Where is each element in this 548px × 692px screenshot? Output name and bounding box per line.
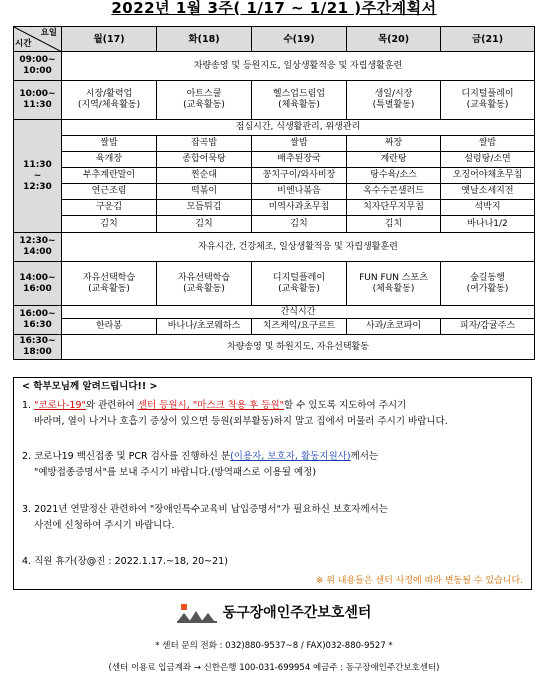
center-name-text: 동구장애인주간보호센터: [222, 605, 372, 621]
menu-item: 쌀밥: [62, 136, 157, 152]
menu-item: 짜장: [347, 136, 441, 152]
center-name: [0, 602, 548, 624]
snack-row: [14, 319, 535, 335]
menu-item: 설렁탕/소면: [441, 152, 535, 168]
snack-header-row: [14, 306, 535, 319]
notice-heading: < 학부모님께 알려드립니다!! >: [22, 381, 158, 392]
menu-item: 치자단무지무침: [347, 200, 441, 216]
notice-text: 께서는: [350, 451, 379, 462]
menu-item: 종합어묵탕: [157, 152, 252, 168]
menu-item: 꽁치구이/와사비장: [252, 168, 347, 184]
notice-item-4: 4. 직원 휴가(장@진 : 2022.1.17.~18, 20~21): [22, 556, 228, 567]
menu-item: 쌀밥: [441, 136, 535, 152]
notice-item-3-line2: 사전에 신청하여 주시기 바랍니다.: [34, 520, 175, 531]
corner-day-label: 요일: [40, 28, 57, 38]
notice-text: 2. 코로나19 백신접종 및 PCR 검사를 진행하신 분: [22, 451, 231, 462]
notice-highlight: 센터 등원시, "마스크 착용 후 등원": [137, 400, 284, 411]
menu-item: 바나나1/2: [441, 216, 535, 233]
notice-highlight: (이용자, 보호자, 활동지원사): [230, 451, 351, 462]
day-header: 화(18): [157, 27, 252, 52]
snack-item: 한라봉: [62, 319, 157, 335]
activity-cell: 차량송영 및 하원지도, 자유선택활동: [62, 335, 535, 360]
menu-item: 떡볶이: [157, 184, 252, 200]
menu-item: 옛날소세지전: [441, 184, 535, 200]
menu-item: 찐순대: [157, 168, 252, 184]
notice-text: 할 수 있도록 지도하여 주시기: [284, 400, 407, 411]
schedule-row: [14, 52, 535, 81]
time-cell: 11:30 ~ 12:30: [14, 120, 62, 233]
day-header: 금(21): [441, 27, 535, 52]
time-cell: 16:00~ 16:30: [14, 306, 62, 335]
time-cell: 16:30~ 18:00: [14, 335, 62, 360]
snack-item: 피자/감귤주스: [441, 319, 535, 335]
menu-item: 연근조림: [62, 184, 157, 200]
time-cell: 09:00~ 10:00: [14, 52, 62, 81]
activity-cell: 자유선택학습 (교육활동): [157, 262, 252, 306]
menu-item: 김치: [157, 216, 252, 233]
menu-item: 김치: [252, 216, 347, 233]
day-header: 목(20): [347, 27, 441, 52]
activity-cell: 디지털플레이 (교육활동): [252, 262, 347, 306]
activity-cell: 자유선택학습 (교육활동): [62, 262, 157, 306]
time-cell: 14:00~ 16:00: [14, 262, 62, 306]
center-logo-icon: [177, 602, 217, 624]
snack-item: 사과/초코파이: [347, 319, 441, 335]
lunch-header: 점심시간, 식생활관리, 위생관리: [62, 120, 535, 136]
menu-item: 비엔나볶음: [252, 184, 347, 200]
notice-item-1-line2: 바라며, 열이 나거나 호흡기 증상이 있으면 등원(외부활동)하지 말고 집에서 머물러 주시기 바랍니다.: [34, 416, 448, 427]
activity-cell: 차량송영 및 등원지도, 일상생활적응 및 자립생활훈련: [62, 52, 535, 81]
menu-item: 오징어야채초무침: [441, 168, 535, 184]
caution-note: ※ 위 내용들은 센터 사정에 따라 변동될 수 있습니다.: [315, 576, 523, 586]
activity-cell: 숲길동행 (여가활동): [441, 262, 535, 306]
menu-row: [14, 200, 535, 216]
notice-item-3: 3. 2021년 연말정산 관련하여 "장애인특수교육비 납입증명서"가 필요하신 보호자께서는: [22, 504, 388, 515]
menu-item: 석박지: [441, 200, 535, 216]
notice-highlight: "코로나-19": [34, 400, 86, 411]
snack-item: 바나나/초코웨하스: [157, 319, 252, 335]
activity-cell: 시장/활력업 (지역/체육활동): [62, 81, 157, 120]
contact-line: * 센터 문의 전화 : 032)880-9537~8 / FAX)032-880-9527 *: [155, 641, 393, 651]
activity-cell: FUN FUN 스포츠 (체육활동): [347, 262, 441, 306]
menu-item: 탕수육/소스: [347, 168, 441, 184]
day-header: 수(19): [252, 27, 347, 52]
menu-item: 모듬튀김: [157, 200, 252, 216]
header-row: [14, 27, 535, 52]
activity-cell: 자유시간, 건강체조, 일상생활적응 및 자립생활훈련: [62, 233, 535, 262]
activity-cell: 아트스쿨 (교육활동): [157, 81, 252, 120]
menu-item: 잡곡밥: [157, 136, 252, 152]
menu-item: 육개장: [62, 152, 157, 168]
parent-notice-box: [13, 377, 532, 590]
notice-item-1: [22, 399, 527, 412]
notice-item-2: [22, 450, 527, 463]
page-title: 2022년 1월 3주( 1/17 ~ 1/21 )주간계획서: [111, 0, 437, 17]
menu-item: 부추계란말이: [62, 168, 157, 184]
activity-cell: 디지털플레이 (교육활동): [441, 81, 535, 120]
schedule-row: [14, 233, 535, 262]
notice-text: 1.: [22, 400, 35, 411]
schedule-row: [14, 81, 535, 120]
day-header: 월(17): [62, 27, 157, 52]
activity-cell: 생일/시장 (특별활동): [347, 81, 441, 120]
corner-time-label: 시간: [15, 39, 32, 49]
menu-row: [14, 216, 535, 233]
schedule-row: [14, 335, 535, 360]
menu-item: 구운김: [62, 200, 157, 216]
notice-text: 와 관련하여: [85, 400, 138, 411]
menu-item: 계란탕: [347, 152, 441, 168]
menu-item: 옥수수콘샐러드: [347, 184, 441, 200]
schedule-row: [14, 262, 535, 306]
menu-row: [14, 136, 535, 152]
menu-item: 김치: [62, 216, 157, 233]
menu-row: [14, 168, 535, 184]
menu-row: [14, 152, 535, 168]
menu-item: 미역사과초무침: [252, 200, 347, 216]
time-cell: 12:30~ 14:00: [14, 233, 62, 262]
menu-item: 배추된장국: [252, 152, 347, 168]
account-line: (센터 이용료 입금계좌 → 신한은행 100-031-699954 예금주 : 동구장애인주간보호센터): [108, 663, 440, 673]
weekly-schedule-table: [13, 26, 535, 360]
menu-item: 쌀밥: [252, 136, 347, 152]
notice-item-2-line2: "예방접종증명서"를 보내 주시기 바랍니다.(방역패스로 이용될 예정): [34, 467, 317, 478]
snack-header: 간식시간: [62, 306, 535, 319]
corner-cell: [14, 27, 62, 52]
time-cell: 10:00~ 11:30: [14, 81, 62, 120]
lunch-header-row: [14, 120, 535, 136]
menu-item: 김치: [347, 216, 441, 233]
menu-row: [14, 184, 535, 200]
activity-cell: 헬스업드림업 (체육활동): [252, 81, 347, 120]
snack-item: 치즈케익/요구르트: [252, 319, 347, 335]
